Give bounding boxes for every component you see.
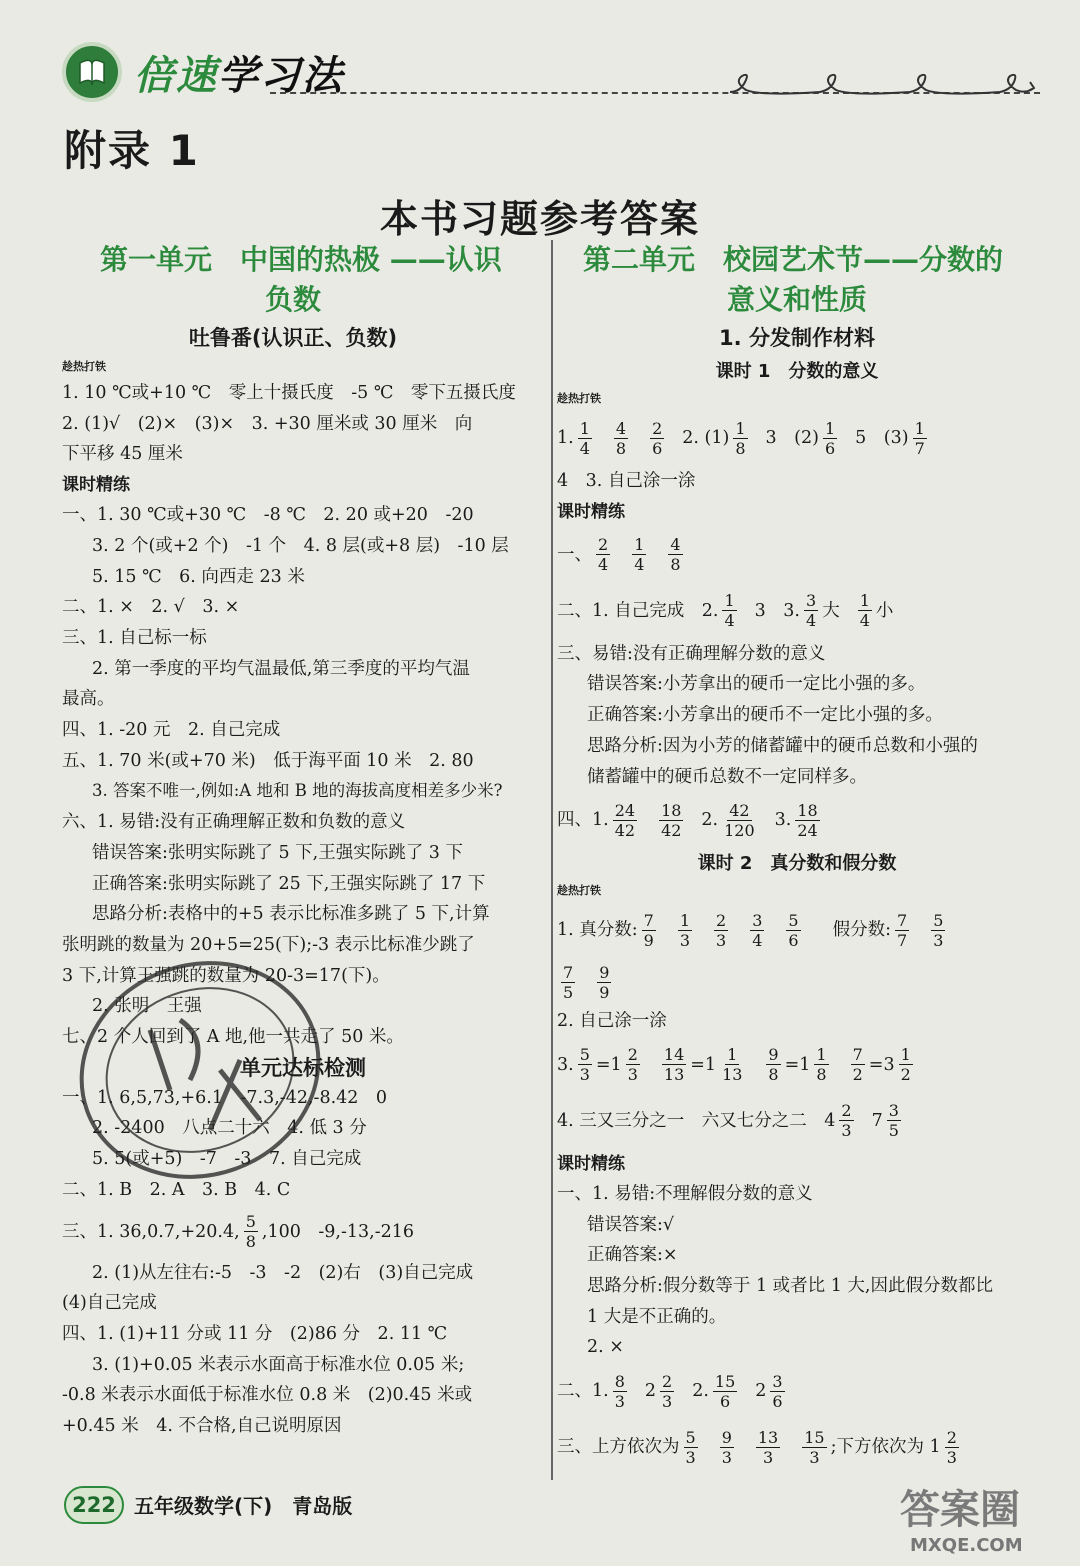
answer-line: 储蓄罐中的硬币总数不一定同样多。 bbox=[587, 766, 867, 787]
answer-line: 错误答案:√ bbox=[587, 1214, 675, 1235]
answer-line: 思路分析:表格中的+5 表示比标准多跳了 5 下,计算 bbox=[92, 904, 490, 925]
answer-line: 最高。 bbox=[62, 689, 115, 710]
fraction: $\frac{7}{9}$ bbox=[643, 910, 654, 950]
fraction: $\frac{7}{2}$ bbox=[852, 1045, 863, 1085]
lesson-subtitle: 课时 1 分数的意义 bbox=[715, 361, 879, 382]
answer-line: 1 大是不正确的。 bbox=[587, 1306, 727, 1327]
fraction: $\frac{1}{4}$ bbox=[579, 418, 590, 458]
answer-line: 2. (1)从左往右:-5 -3 -2 (2)右 (3)自己完成 bbox=[92, 1262, 474, 1283]
fraction: $\frac{4}{8}$ bbox=[670, 535, 681, 575]
answer-line: 二、1. × 2. √ 3. × bbox=[62, 597, 240, 618]
fraction: $\frac{5}{3}$ bbox=[933, 910, 944, 950]
answer-line: 2. 自己涂一涂 bbox=[557, 1011, 667, 1032]
fraction: $\frac{5}{3}$ bbox=[685, 1427, 696, 1467]
fraction: $\frac{1}{2}$ bbox=[900, 1045, 911, 1085]
answer-line: -0.8 米表示水面低于标准水位 0.8 米 (2)0.45 米或 bbox=[62, 1385, 473, 1406]
answer-line: (4)自己完成 bbox=[62, 1293, 157, 1314]
answer-line: 1. $\frac{1}{4}$ $\frac{4}{8}$ $\frac{2}{6}$ 2. (1) $\frac{1}{8}$ 3 (2) $\frac{1}{6}$ 5 (3) $\frac{1}{7}$ bbox=[557, 418, 925, 458]
fraction: $\frac{14}{13}$ bbox=[663, 1045, 685, 1085]
page-title: 本书习题参考答案 bbox=[379, 197, 700, 241]
answer-line: 二、1. $\frac{8}{3}$ 2 $\frac{2}{3}$ 2. $\frac{15}{6}$ 2 $\frac{3}{6}$ bbox=[557, 1371, 783, 1411]
answer-line: 2. 张明 王强 bbox=[92, 996, 202, 1017]
answer-line: 错误答案:小芳拿出的硬币一定比小强的多。 bbox=[587, 674, 926, 695]
section-heading: 课时精练 bbox=[557, 1153, 625, 1174]
answer-line: 错误答案:张明实际跳了 5 下,王强实际跳了 3 下 bbox=[92, 842, 463, 863]
answer-line: 三、1. 36,0.7,+20.4, $\frac{5}{8}$ ,100 -9,-13,-216 bbox=[62, 1212, 415, 1252]
fraction: $\frac{9}{3}$ bbox=[721, 1427, 732, 1467]
answer-line: 3 下,计算王强跳的数量为 20-3=17(下)。 bbox=[62, 965, 390, 986]
fraction: $\frac{3}{6}$ bbox=[772, 1371, 783, 1411]
fraction: $\frac{1}{4}$ bbox=[859, 591, 870, 631]
fraction: $\frac{2}{6}$ bbox=[652, 418, 663, 458]
answer-line: 下平移 45 厘米 bbox=[62, 444, 183, 465]
fraction: $\frac{4}{8}$ bbox=[615, 418, 627, 458]
fraction: $\frac{2}{3}$ bbox=[716, 910, 727, 950]
fraction: $\frac{1}{13}$ bbox=[722, 1045, 743, 1085]
answer-line: 3. 2 个(或+2 个) -1 个 4. 8 层(或+8 层) -10 层 bbox=[92, 535, 509, 556]
answer-line: 思路分析:因为小芳的储蓄罐中的硬币总数和小强的 bbox=[587, 735, 978, 756]
answer-line: 三、1. 自己标一标 bbox=[62, 627, 207, 648]
answer-line: 思路分析:假分数等于 1 或者比 1 大,因此假分数都比 bbox=[587, 1276, 993, 1297]
unit-title-cont: 负数 bbox=[264, 283, 321, 316]
fraction: $\frac{2}{3}$ bbox=[627, 1045, 638, 1085]
unit-title: 第二单元 校园艺术节——分数的 bbox=[583, 243, 1004, 276]
answer-line: 2. × bbox=[587, 1337, 624, 1358]
fraction: $\frac{8}{3}$ bbox=[614, 1371, 625, 1411]
fraction: $\frac{1}{7}$ bbox=[914, 418, 925, 458]
answer-line: 张明跳的数量为 20+5=25(下);-3 表示比标准少跳了 bbox=[62, 934, 475, 955]
fraction: $\frac{2}{3}$ bbox=[946, 1427, 957, 1467]
fraction: $\frac{3}{5}$ bbox=[888, 1101, 899, 1141]
brand-name: 倍速学习法 bbox=[134, 52, 344, 99]
page-number-badge: 222 bbox=[64, 1486, 124, 1524]
fraction: $\frac{7}{5}$ bbox=[563, 962, 574, 1002]
fraction: $\frac{18}{42}$ bbox=[661, 800, 682, 840]
answer-line: 3. 答案不唯一,例如:A 地和 B 地的海拔高度相差多少米? bbox=[92, 781, 503, 801]
fraction: $\frac{2}{3}$ bbox=[662, 1371, 673, 1411]
fraction: $\frac{5}{3}$ bbox=[579, 1045, 590, 1085]
answer-line: 三、易错:没有正确理解分数的意义 bbox=[557, 643, 826, 664]
book-info: 五年级数学(下) 青岛版 bbox=[134, 1494, 353, 1518]
fraction: $\frac{1}{4}$ bbox=[724, 591, 735, 631]
fraction: $\frac{2}{4}$ bbox=[598, 535, 609, 575]
appendix-title: 附录 1 bbox=[64, 126, 200, 175]
answer-line: 一、1. 易错:不理解假分数的意义 bbox=[557, 1183, 813, 1204]
fraction: $\frac{5}{8}$ bbox=[245, 1212, 256, 1252]
answer-line: 2. (1)√ (2)× (3)× 3. +30 厘米或 30 厘米 向 bbox=[62, 413, 473, 434]
section-heading: 课时精练 bbox=[557, 501, 625, 522]
answer-line: 正确答案:张明实际跳了 25 下,王强实际跳了 17 下 bbox=[92, 873, 486, 894]
book-logo-icon bbox=[62, 42, 122, 102]
answer-line: 正确答案:小芳拿出的硬币不一定比小强的多。 bbox=[587, 705, 943, 726]
answer-line: 四、1. (1)+11 分或 11 分 (2)86 分 2. 11 ℃ bbox=[62, 1323, 448, 1344]
answer-line: 七、2 个人回到了 A 地,他一共走了 50 米。 bbox=[62, 1027, 404, 1048]
fraction: $\frac{1}{6}$ bbox=[824, 418, 836, 458]
section-tag: 趁热打铁 bbox=[557, 884, 601, 898]
section-tag: 趁热打铁 bbox=[557, 392, 601, 405]
answer-line: 二、1. B 2. A 3. B 4. C bbox=[62, 1179, 291, 1200]
answer-line: 2. 第一季度的平均气温最低,第三季度的平均气温 bbox=[92, 658, 470, 679]
answer-line: 5. 5(或+5) -7 -3 7. 自己完成 bbox=[92, 1149, 362, 1170]
watermark bbox=[900, 1478, 1060, 1560]
lesson-title: 1. 分发制作材料 bbox=[719, 326, 875, 350]
answer-line: 五、1. 70 米(或+70 米) 低于海平面 10 米 2. 80 bbox=[62, 750, 474, 771]
fraction: $\frac{1}{8}$ bbox=[816, 1045, 827, 1085]
fraction: $\frac{1}{8}$ bbox=[735, 418, 746, 458]
left-column bbox=[62, 240, 544, 1442]
fraction: $\frac{15}{3}$ bbox=[804, 1427, 825, 1467]
watermark-logo-text: 答案圈 bbox=[900, 1487, 1020, 1533]
section-tag: 趁热打铁 bbox=[62, 360, 106, 373]
answer-line: 4 3. 自己涂一涂 bbox=[557, 471, 696, 491]
answer-line: 正确答案:× bbox=[587, 1245, 678, 1266]
section-subtitle: 单元达标检测 bbox=[240, 1055, 366, 1080]
answer-line: 4. 三又三分之一 六又七分之二 4 $\frac{2}{3}$ 7 $\frac{3}{5}$ bbox=[557, 1101, 899, 1141]
fraction: $\frac{7}{7}$ bbox=[897, 910, 908, 950]
fraction: $\frac{1}{4}$ bbox=[634, 535, 645, 575]
fraction: $\frac{42}{120}$ bbox=[724, 800, 755, 840]
right-column bbox=[557, 240, 1037, 1475]
fraction: $\frac{5}{6}$ bbox=[788, 910, 799, 950]
answer-line: 3. (1)+0.05 米表示水面高于标准水位 0.05 米; bbox=[92, 1354, 465, 1375]
fraction: $\frac{3}{4}$ bbox=[806, 591, 817, 631]
fraction: $\frac{9}{8}$ bbox=[768, 1045, 779, 1085]
fraction: $\frac{15}{6}$ bbox=[714, 1371, 736, 1411]
answer-line: 一、1. 30 ℃或+30 ℃ -8 ℃ 2. 20 或+20 -20 bbox=[62, 505, 474, 526]
fraction: $\frac{3}{4}$ bbox=[752, 910, 763, 950]
fraction: $\frac{2}{3}$ bbox=[841, 1101, 852, 1141]
answer-line: 二、1. 自己完成 2. $\frac{1}{4}$ 3 3. $\frac{3}{4}$ 大 $\frac{1}{4}$ 小 bbox=[557, 591, 894, 631]
lesson-subtitle: 课时 2 真分数和假分数 bbox=[697, 853, 897, 875]
column-divider bbox=[551, 240, 553, 1480]
loop-ornament-icon bbox=[730, 70, 1050, 100]
answer-line: 三、上方依次为 $\frac{5}{3}$ $\frac{9}{3}$ $\frac{13}{3}$ $\frac{15}{3}$ ;下方依次为 1 $\frac{2}{3}$ bbox=[557, 1427, 957, 1467]
answer-line bbox=[557, 958, 1037, 1006]
fraction: $\frac{18}{24}$ bbox=[797, 800, 818, 840]
lesson-title: 吐鲁番(认识正、负数) bbox=[188, 326, 398, 350]
answer-line: 5. 15 ℃ 6. 向西走 23 米 bbox=[92, 566, 305, 587]
answer-line: 四、1. -20 元 2. 自己完成 bbox=[62, 720, 281, 741]
fraction: $\frac{24}{42}$ bbox=[614, 800, 636, 840]
fraction: $\frac{13}{3}$ bbox=[757, 1427, 779, 1467]
answer-line: 2. -2400 八点二十六 4. 低 3 分 bbox=[92, 1118, 367, 1139]
unit-title: 第一单元 中国的热极 ——认识 bbox=[100, 243, 502, 276]
answer-line: 3. $\frac{5}{3}$ =1 $\frac{2}{3}$ $\frac{14}{13}$ =1 $\frac{1}{13}$ $\frac{9}{8}$ =1 $\frac{1}{8}$ $\frac{7}{2}$ =3 $\frac{1}{2}$ bbox=[557, 1045, 911, 1085]
answer-line: +0.45 米 4. 不合格,自己说明原因 bbox=[62, 1416, 342, 1437]
watermark-url: MXQE.COM bbox=[910, 1535, 1023, 1556]
brand-header bbox=[62, 40, 344, 104]
answer-line: 1. 真分数: $\frac{7}{9}$ $\frac{1}{3}$ $\frac{2}{3}$ $\frac{3}{4}$ $\frac{5}{6}$ 假分数: $\frac{7}{7}$ $\frac{5}{3}$ bbox=[557, 910, 944, 950]
answer-line: 一、 $\frac{2}{4}$ $\frac{1}{4}$ $\frac{4}{8}$ bbox=[557, 535, 681, 575]
fraction: $\frac{1}{3}$ bbox=[679, 910, 691, 950]
fraction: $\frac{9}{9}$ bbox=[599, 962, 610, 1002]
unit-title-cont: 意义和性质 bbox=[726, 283, 867, 316]
answer-line: 一、1. 6,5,73,+6.1 -7.3,-42,-8.42 0 bbox=[62, 1087, 388, 1108]
answer-line: 四、1. $\frac{24}{42}$ $\frac{18}{42}$ 2. $\frac{42}{120}$ 3. $\frac{18}{24}$ bbox=[557, 800, 818, 840]
answer-line: 六、1. 易错:没有正确理解正数和负数的意义 bbox=[62, 812, 406, 833]
section-heading: 课时精练 bbox=[62, 475, 130, 496]
answer-line: 1. 10 ℃或+10 ℃ 零上十摄氏度 -5 ℃ 零下五摄氏度 bbox=[62, 383, 516, 403]
